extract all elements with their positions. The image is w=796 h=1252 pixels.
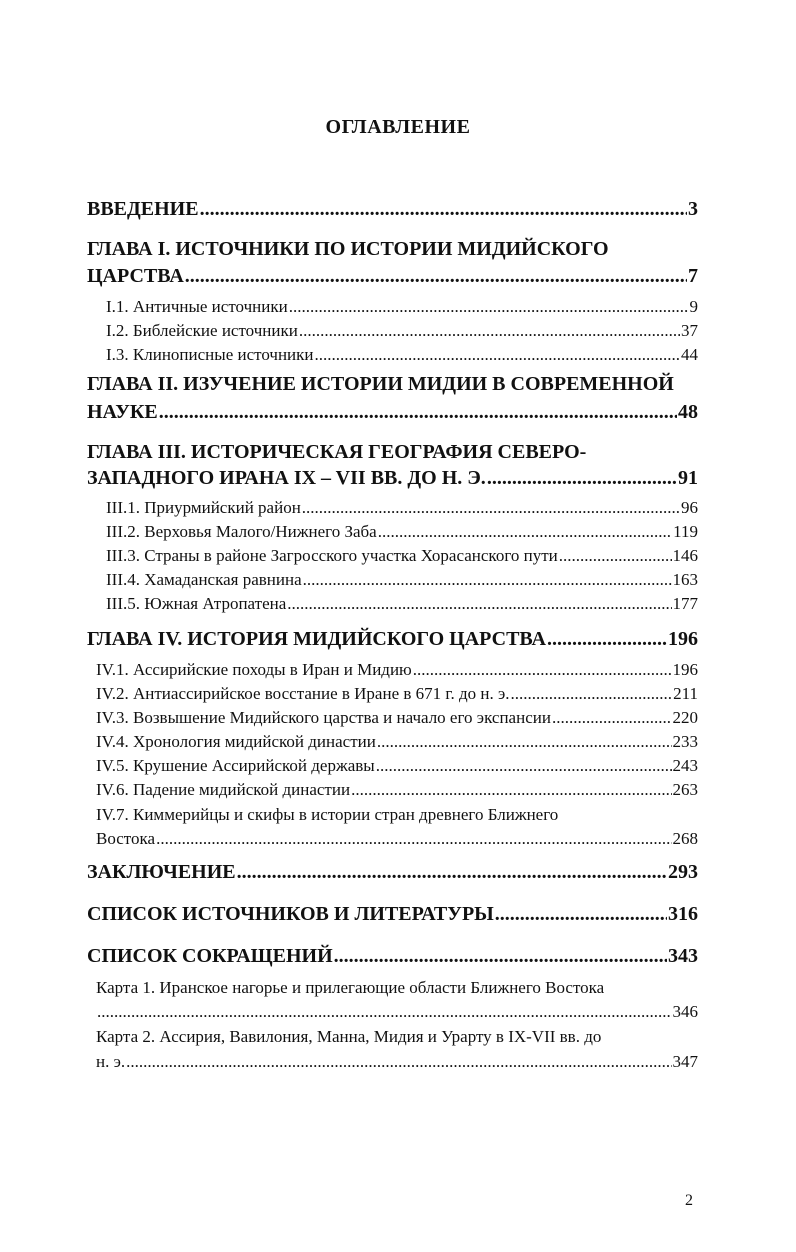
toc-entry-page: 163	[672, 570, 698, 589]
leader-dots	[377, 732, 672, 752]
toc-section-4-6[interactable]	[96, 780, 698, 800]
toc-entry-page: 343	[668, 945, 698, 967]
toc-entry-abbreviations[interactable]	[87, 945, 698, 968]
toc-section-4-5[interactable]	[96, 756, 698, 776]
toc-chapter-3-title-line1[interactable]: ГЛАВА III. ИСТОРИЧЕСКАЯ ГЕОГРАФИЯ СЕВЕРО-	[87, 441, 587, 463]
leader-dots	[97, 1002, 672, 1022]
leader-dots	[547, 628, 667, 651]
leader-dots	[413, 660, 672, 680]
toc-entry-title: ГЛАВА IV. ИСТОРИЯ МИДИЙСКОГО ЦАРСТВА	[87, 628, 546, 650]
leader-dots	[159, 401, 677, 424]
leader-dots	[351, 780, 671, 800]
page-number: 2	[685, 1192, 693, 1209]
toc-entry-title: I.1. Античные источники	[106, 297, 288, 316]
toc-entry-title: IV.3. Возвышение Мидийского царства и начало его экспансии	[96, 708, 551, 727]
leader-dots	[495, 903, 667, 926]
toc-entry-page: 220	[672, 708, 698, 727]
toc-entry-page: 3	[688, 198, 698, 220]
toc-entry-page: 48	[678, 401, 698, 423]
toc-entry-title: IV.5. Крушение Ассирийской державы	[96, 756, 375, 775]
toc-entry-title: III.3. Страны в районе Загросского участка Хорасанского пути	[106, 546, 558, 565]
toc-entry-intro[interactable]	[87, 198, 698, 221]
toc-entry-title: Востока	[96, 829, 156, 848]
toc-entry-page: 119	[673, 522, 698, 541]
leader-dots	[302, 498, 680, 518]
toc-entry-title: III.5. Южная Атропатена	[106, 594, 287, 613]
toc-section-3-5[interactable]	[106, 594, 698, 614]
leader-dots	[299, 321, 680, 341]
toc-entry-title: н. э.	[96, 1052, 126, 1071]
toc-section-1-1[interactable]	[106, 297, 698, 317]
leader-dots	[487, 467, 677, 490]
leader-dots	[185, 265, 687, 288]
toc-section-3-3[interactable]	[106, 546, 698, 566]
toc-entry-title: III.4. Хамаданская равнина	[106, 570, 302, 589]
toc-entry-page: 177	[672, 594, 698, 613]
toc-entry-chapter-1[interactable]	[87, 265, 698, 288]
toc-entry-title: НАУКЕ	[87, 401, 158, 423]
toc-entry-title: ЦАРСТВА	[87, 265, 184, 287]
toc-entry-title: ЗАПАДНОГО ИРАНА IX – VII ВВ. ДО Н. Э.	[87, 467, 486, 489]
toc-entry-title: IV.4. Хронология мидийской династии	[96, 732, 376, 751]
toc-entry-chapter-4[interactable]	[87, 628, 698, 651]
toc-entry-title: IV.2. Антиассирийское восстание в Иране в 671 г. до н. э.	[96, 684, 510, 703]
toc-entry-page: 196	[668, 628, 698, 650]
toc-entry-page: 243	[672, 756, 698, 775]
toc-entry-title: СПИСОК СОКРАЩЕНИЙ	[87, 945, 333, 967]
toc-section-4-2[interactable]	[96, 684, 698, 704]
leader-dots	[156, 829, 671, 849]
toc-entry-page: 96	[681, 498, 698, 517]
toc-entry-page: 44	[681, 345, 698, 364]
toc-section-4-3[interactable]	[96, 708, 698, 728]
toc-entry-page: 316	[668, 903, 698, 925]
leader-dots	[559, 546, 672, 566]
toc-map-1[interactable]	[96, 1002, 698, 1022]
toc-chapter-2-title-line1[interactable]: ГЛАВА II. ИЗУЧЕНИЕ ИСТОРИИ МИДИИ В СОВРЕМЕННОЙ	[87, 373, 674, 395]
leader-dots	[237, 861, 667, 884]
toc-entry-title: IV.1. Ассирийские походы в Иран и Мидию	[96, 660, 412, 679]
toc-entry-chapter-2[interactable]	[87, 401, 698, 424]
toc-entry-sources[interactable]	[87, 903, 698, 926]
toc-entry-title: ЗАКЛЮЧЕНИЕ	[87, 861, 236, 883]
toc-section-4-1[interactable]	[96, 660, 698, 680]
toc-entry-page: 263	[672, 780, 698, 799]
toc-map-1-line1[interactable]: Карта 1. Иранское нагорье и прилегающие области Ближнего Востока	[96, 978, 605, 997]
leader-dots	[126, 1052, 671, 1072]
toc-map-2[interactable]	[96, 1052, 698, 1072]
toc-entry-title: I.2. Библейские источники	[106, 321, 298, 340]
toc-entry-page: 196	[672, 660, 698, 679]
toc-section-4-4[interactable]	[96, 732, 698, 752]
toc-entry-conclusion[interactable]	[87, 861, 698, 884]
toc-section-1-2[interactable]	[106, 321, 698, 341]
leader-dots	[315, 345, 681, 365]
toc-section-3-1[interactable]	[106, 498, 698, 518]
toc-entry-title: III.2. Верховья Малого/Нижнего Заба	[106, 522, 377, 541]
toc-entry-title: СПИСОК ИСТОЧНИКОВ И ЛИТЕРАТУРЫ	[87, 903, 494, 925]
leader-dots	[303, 570, 672, 590]
toc-entry-page: 211	[673, 684, 698, 703]
toc-entry-page: 9	[689, 297, 698, 316]
toc-entry-page: 346	[672, 1002, 698, 1021]
toc-entry-chapter-3[interactable]	[87, 467, 698, 490]
toc-heading: ОГЛАВЛЕНИЕ	[325, 116, 471, 138]
toc-entry-page: 268	[672, 829, 698, 848]
toc-section-3-2[interactable]	[106, 522, 698, 542]
toc-section-3-4[interactable]	[106, 570, 698, 590]
leader-dots	[511, 684, 673, 704]
leader-dots	[552, 708, 672, 728]
leader-dots	[287, 594, 671, 614]
toc-section-4-7-line1[interactable]: IV.7. Киммерийцы и скифы в истории стран древнего Ближнего	[96, 805, 559, 824]
leader-dots	[376, 756, 672, 776]
leader-dots	[378, 522, 672, 542]
toc-entry-page: 146	[672, 546, 698, 565]
toc-entry-page: 347	[672, 1052, 698, 1071]
toc-entry-page: 233	[672, 732, 698, 751]
toc-entry-title: IV.6. Падение мидийской династии	[96, 780, 351, 799]
toc-entry-page: 91	[678, 467, 698, 489]
leader-dots	[334, 945, 667, 968]
toc-entry-page: 37	[681, 321, 698, 340]
leader-dots	[289, 297, 689, 317]
toc-section-1-3[interactable]	[106, 345, 698, 365]
toc-map-2-line1[interactable]: Карта 2. Ассирия, Вавилония, Манна, Мидия и Урарту в IX-VII вв. до	[96, 1027, 602, 1046]
toc-entry-title: ВВЕДЕНИЕ	[87, 198, 199, 220]
toc-entry-title: III.1. Приурмийский район	[106, 498, 301, 517]
toc-section-4-7[interactable]	[96, 829, 698, 849]
toc-entry-page: 293	[668, 861, 698, 883]
toc-entry-page: 7	[688, 265, 698, 287]
leader-dots	[200, 198, 687, 221]
toc-chapter-1-title-line1[interactable]: ГЛАВА I. ИСТОЧНИКИ ПО ИСТОРИИ МИДИЙСКОГО	[87, 238, 609, 260]
toc-entry-title: I.3. Клинописные источники	[106, 345, 314, 364]
